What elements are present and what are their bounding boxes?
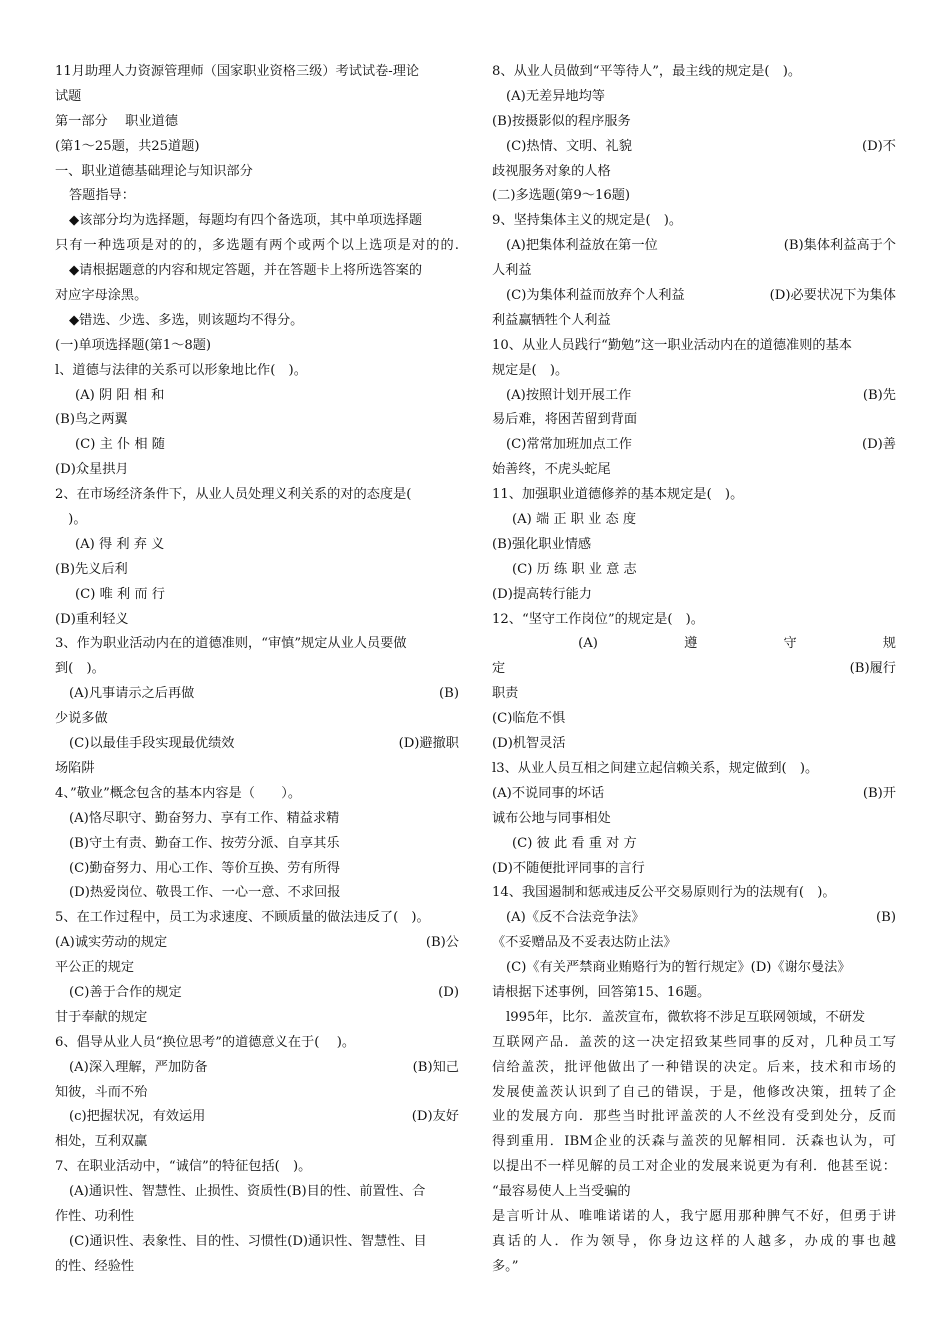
text-line: (二)多选题(第9～16题) — [492, 188, 631, 204]
text-segment-right: (D)不 — [861, 138, 896, 154]
text-line — [492, 135, 896, 160]
text-segment-right: (D)避撤职 — [398, 736, 459, 752]
text-line: (D)众星拱月 — [55, 462, 129, 478]
text-line: (C) 主 仆 相 随 — [75, 437, 165, 453]
text-line: 易后难，将困苦留到背面 — [492, 412, 638, 428]
text-line: l、道德与法律的关系可以形象地比作( )。 — [55, 362, 307, 378]
text-line: )。 — [55, 512, 87, 528]
text-segment-right: (B)先 — [862, 387, 896, 403]
text-line — [55, 1105, 459, 1130]
text-line: 12、“坚守工作岗位”的规定是( )。 — [492, 611, 704, 627]
text-segment-right: (B)公 — [425, 935, 459, 951]
text-line: 6、倡导从业人员“换位思考”的道德意义在于( )。 — [55, 1034, 356, 1050]
text-line — [492, 657, 896, 682]
text-line: 2、在市场经济条件下，从业人员处理义利关系的对的态度是( — [55, 487, 412, 503]
text-line: l995年，比尔．盖茨宣布，微软将不涉足互联网领域，不研发 — [506, 1009, 866, 1025]
text-line: (D)提高转行能力 — [492, 586, 592, 602]
text-line — [55, 1056, 459, 1081]
text-line: (B)鸟之两翼 — [55, 412, 128, 428]
text-line: (D)不随便批评同事的言行 — [492, 860, 645, 876]
text-line: ◆该部分均为选择题，每题均有四个备选项，其中单项选择题 — [69, 213, 423, 229]
text-line: (D)热爱岗位、敬畏工作、一心一意、不求回报 — [69, 885, 341, 901]
text-segment: 遵 — [684, 636, 698, 652]
text-line: 发展使盖茨认识到了自己的错误，于是，他修改决策，扭转了企 — [492, 1084, 896, 1100]
text-segment: (C)热情、文明、礼貌 — [506, 138, 632, 154]
text-line: 知彼，斗而不殆 — [55, 1084, 148, 1100]
text-segment: (A)按照计划开展工作 — [506, 387, 632, 403]
text-line: (一)单项选择题(第1～8题) — [55, 337, 212, 353]
text-line: (B)守土有责、勤奋工作、按劳分派、自享其乐 — [69, 835, 340, 851]
text-line: 利益赢牺牲个人利益 — [492, 312, 611, 328]
text-segment-right: (B)履行 — [849, 661, 896, 677]
text-line: 11、加强职业道德修养的基本规定是( )。 — [492, 487, 744, 503]
text-segment-right: (B) — [876, 910, 896, 926]
text-segment: 定 — [492, 661, 506, 677]
text-segment-right: (B)开 — [862, 785, 896, 801]
text-segment: (C)以最佳手段实现最优绩效 — [69, 736, 235, 752]
text-line: l3、从业人员互相之间建立起信赖关系，规定做到( )。 — [492, 760, 819, 776]
text-line: 14、我国遏制和惩戒违反公平交易原则行为的法规有( )。 — [492, 885, 836, 901]
text-line — [492, 782, 896, 807]
text-segment-right: (D)友好 — [411, 1109, 459, 1125]
text-line — [55, 682, 459, 707]
text-line — [492, 234, 896, 259]
text-line: 是言听计从、唯唯诺诺的人，我宁愿用那种脾气不好，但勇于讲 — [492, 1208, 896, 1224]
text-line: 得到重用．IBM企业的沃森与盖茨的见解相同．沃森也认为，可 — [492, 1134, 896, 1150]
text-segment-right: (B) — [439, 686, 459, 702]
right-column — [492, 60, 896, 1280]
text-line: 到( )。 — [55, 661, 105, 677]
text-line — [55, 931, 459, 956]
text-line: (C)勤奋努力、用心工作、等价互换、劳有所得 — [69, 860, 340, 876]
text-line: 相处，互利双赢 — [55, 1134, 148, 1150]
text-line: 歧视服务对象的人格 — [492, 163, 611, 179]
text-segment: (c)把握状况，有效运用 — [69, 1109, 206, 1125]
text-line: 3、作为职业活动内在的道德准则，“审慎”规定从业人员要做 — [55, 636, 407, 652]
text-line: 一、职业道德基础理论与知识部分 — [55, 163, 253, 179]
text-line: 多。” — [492, 1258, 519, 1274]
text-segment: (A)《反不合法竞争法》 — [506, 910, 645, 926]
text-line: 少说多做 — [55, 711, 108, 727]
text-line: (A) 得 利 弃 义 — [75, 536, 165, 552]
text-line: 请根据下述事例，回答第15、16题。 — [492, 984, 711, 1000]
text-segment: (A) — [578, 636, 598, 652]
text-line: (B)按摄影似的程序服务 — [492, 113, 631, 129]
text-line: 8、从业人员做到“平等待人”，最主线的规定是( )。 — [492, 64, 802, 79]
text-line: 人利益 — [492, 263, 532, 279]
text-segment: (A)凡事请示之后再做 — [69, 686, 195, 702]
text-line: “最容易使人上当受骗的 — [492, 1184, 631, 1200]
text-segment-right: (D)必要状况下为集体 — [769, 288, 896, 304]
text-line: (A) 端 正 职 业 态 度 — [512, 512, 637, 528]
text-segment: 守 — [783, 636, 797, 652]
text-segment: (A)诚实劳动的规定 — [55, 935, 168, 951]
text-line: 5、在工作过程中，员工为求速度、不顾质量的做法违反了( )。 — [55, 910, 430, 926]
text-line — [492, 384, 896, 409]
text-line: 以提出不一样见解的员工对企业的发展来说更为有利．他甚至说： — [492, 1159, 896, 1175]
text-line: (第1～25题，共25道题) — [55, 138, 200, 154]
text-line: 甘于奉献的规定 — [55, 1009, 148, 1025]
text-line: 始善终，不虎头蛇尾 — [492, 462, 611, 478]
text-line: 10、从业人员践行“勤勉”这一职业活动内在的道德准则的基本 — [492, 337, 852, 353]
text-line: (C)《有关严禁商业贿赂行为的暂行规定》(D)《谢尔曼法》 — [506, 960, 851, 976]
text-line: 只有一种选项是对的的，多选题有两个或两个以上选项是对的的. — [55, 238, 459, 254]
text-line: (C)临危不惧 — [492, 711, 566, 727]
text-line — [492, 906, 896, 931]
text-segment: (C)善于合作的规定 — [69, 984, 182, 1000]
text-segment: (A)深入理解，严加防备 — [69, 1059, 208, 1075]
text-line: (A)无差异地均等 — [506, 88, 605, 104]
text-line — [492, 433, 896, 458]
text-line: 第一部分 职业道德 — [55, 113, 178, 129]
text-line: (B)强化职业情感 — [492, 536, 592, 552]
text-line: 9、坚持集体主义的规定是( )。 — [492, 213, 683, 229]
text-segment: 规 — [882, 636, 896, 652]
text-line: (B)先义后利 — [55, 561, 128, 577]
text-line: 作性、功利性 — [55, 1208, 135, 1224]
text-line: (D)机智灵活 — [492, 736, 566, 752]
text-segment: (A)把集体利益放在第一位 — [506, 238, 658, 254]
text-line: 试题 — [55, 88, 82, 104]
text-line — [492, 284, 896, 309]
text-line: (D)重利轻义 — [55, 611, 129, 627]
text-line: 互联网产品．盖茨的这一决定招致某些同事的反对，几种员工写 — [492, 1034, 896, 1050]
text-line: 场陷阱 — [55, 760, 95, 776]
text-line: 诚布公地与同事相处 — [492, 810, 611, 826]
text-segment-right: (B)知己 — [412, 1059, 459, 1075]
text-line: 平公正的规定 — [55, 960, 135, 976]
text-line: 业的发展方向．那些当时批评盖茨的人不丝没有受到处分，反而 — [492, 1109, 896, 1125]
text-line — [55, 981, 459, 1006]
text-line: 《不妥赠品及不妥表达防止法》 — [492, 935, 677, 951]
text-line: (C)通识性、表象性、目的性、习惯性(D)通识性、智慧性、目 — [69, 1233, 427, 1249]
text-line: (C) 历 练 职 业 意 志 — [512, 561, 637, 577]
text-line: 的性、经验性 — [55, 1258, 135, 1274]
text-segment-right: (D) — [438, 984, 459, 1000]
text-line — [55, 732, 459, 757]
text-line: 信给盖茨，批评他做出了一种错误的决定。后来，技术和市场的 — [492, 1059, 896, 1075]
text-line: 7、在职业活动中，“诚信”的特征包括( )。 — [55, 1159, 312, 1175]
text-line: (A) 阴 阳 相 和 — [75, 387, 165, 403]
text-line: ◆错选、少选、多选，则该题均不得分。 — [69, 312, 304, 328]
text-line: 真话的人．作为领导，你身边这样的人越多，办成的事也越 — [492, 1233, 896, 1249]
text-line: (A)恪尽职守、勤奋努力、享有工作、精益求精 — [69, 810, 340, 826]
text-segment-right: (D)善 — [861, 437, 896, 453]
text-line: (C) 彼 此 看 重 对 方 — [512, 835, 637, 851]
text-line: 规定是( )。 — [492, 362, 569, 378]
text-line: 答题指导： — [69, 188, 135, 204]
left-column — [55, 60, 459, 1280]
text-segment: (C)为集体利益而放弃个人利益 — [506, 288, 685, 304]
text-line — [492, 632, 896, 657]
text-segment: (A)不说同事的坏话 — [492, 785, 605, 801]
text-line: (A)通识性、智慧性、止损性、资质性(B)目的性、前置性、合 — [69, 1184, 426, 1200]
text-line: (C) 唯 利 而 行 — [75, 586, 165, 602]
text-line: 11月助理人力资源管理师（国家职业资格三级）考试试卷-理论 — [55, 64, 420, 79]
text-line: 对应字母涂黑。 — [55, 288, 148, 304]
text-line: ◆请根据题意的内容和规定答题，并在答题卡上将所选答案的 — [69, 263, 423, 279]
text-line: 4、”敬业”概念包含的基本内容是（ ）。 — [55, 785, 302, 801]
text-line: 职责 — [492, 686, 519, 702]
text-segment-right: (B)集体利益高于个 — [783, 238, 896, 254]
text-segment: (C)常常加班加点工作 — [506, 437, 632, 453]
